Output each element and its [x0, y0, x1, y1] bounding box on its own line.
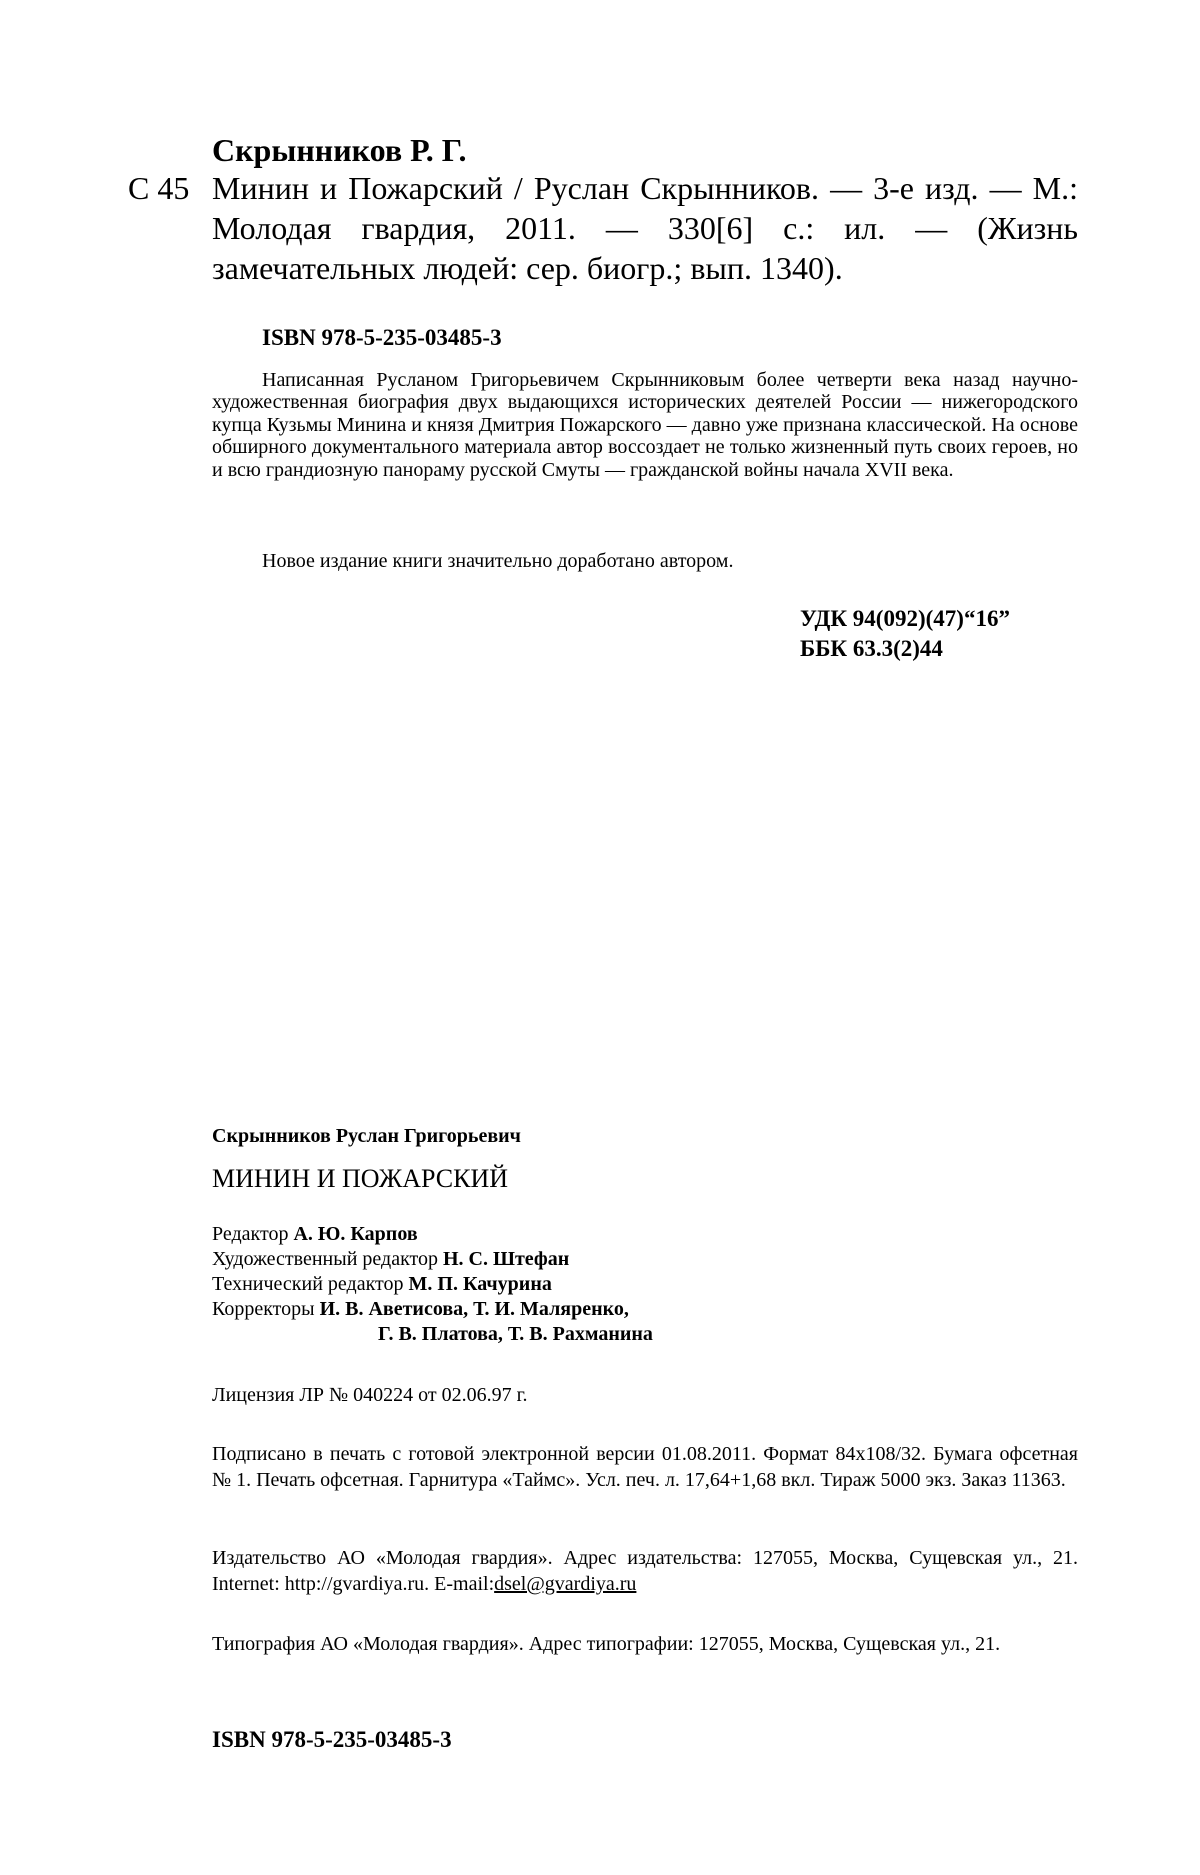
publisher-email-link[interactable]: dsel@gvardiya.ru	[494, 1573, 637, 1595]
classification-codes	[800, 604, 1010, 664]
card-author: Скрынников Р. Г.	[212, 132, 467, 168]
staff-name: Г. В. Платова, Т. В. Рахманина	[378, 1323, 653, 1345]
staff-role: Редактор	[212, 1223, 294, 1245]
staff-line-proofreaders	[212, 1297, 653, 1322]
staff-role: Технический редактор	[212, 1273, 409, 1295]
udk-code: УДК 94(092)(47)“16”	[800, 606, 1010, 631]
imprint-isbn: ISBN 978-5-235-03485-3	[212, 1727, 452, 1752]
bbk-code: ББК 63.3(2)44	[800, 636, 943, 661]
license-line: Лицензия ЛР № 040224 от 02.06.97 г.	[212, 1384, 528, 1406]
card-annotation-note: Новое издание книги значительно доработано автором.	[262, 550, 734, 572]
staff-line-editor	[212, 1222, 653, 1247]
staff-line-proofreaders-cont	[212, 1322, 653, 1347]
print-details: Подписано в печать с готовой электронной версии 01.08.2011. Формат 84х108/32. Бумага офсетная № 1. Печать офсетная. Гарнитура «Таймс». Усл. печ. л. 17,64+1,68 вкл. Тираж 5000 экз. Заказ 11363.	[212, 1443, 1078, 1491]
printer-address: Типография АО «Молодая гвардия». Адрес типографии: 127055, Москва, Сущевская ул., 21.	[212, 1633, 1001, 1655]
card-isbn: ISBN 978-5-235-03485-3	[262, 325, 502, 350]
imprint-staff-list	[212, 1222, 653, 1347]
publisher-text: Издательство АО «Молодая гвардия». Адрес издательства: 127055, Москва, Сущевская ул., 21. Internet: http://gvardiya.ru. E-mail:	[212, 1547, 1078, 1595]
card-bibliographic-text: Минин и Пожарский / Руслан Скрынников. — 3-е изд. — М.: Молодая гвардия, 2011. — 330[6] с.: ил. — (Жизнь замечательных людей: сер. биогр.; вып. 1340).	[212, 170, 1078, 286]
card-annotation: Написанная Русланом Григорьевичем Скрынниковым более четверти века назад научно-художественная биография двух выдающихся исторических деятелей России — нижегородского купца Кузьмы Минина и князя Дмитрия Пожарского — давно уже признана классической. На основе обширного документального материала автор воссоздает не только жизненный путь своих героев, но и всю грандиозную панораму русской Смуты — гражданской войны начала XVII века.	[212, 369, 1078, 481]
publisher-address	[212, 1545, 1078, 1597]
staff-name: М. П. Качурина	[408, 1273, 552, 1295]
staff-line-tech-editor	[212, 1272, 653, 1297]
card-code: С 45	[128, 170, 190, 206]
staff-role: Корректоры	[212, 1298, 320, 1320]
imprint-author: Скрынников Руслан Григорьевич	[212, 1125, 521, 1147]
staff-name: А. Ю. Карпов	[293, 1223, 418, 1245]
staff-name: И. В. Аветисова, Т. И. Маляренко,	[319, 1298, 629, 1320]
imprint-title: МИНИН И ПОЖАРСКИЙ	[212, 1164, 508, 1193]
staff-role: Художественный редактор	[212, 1248, 443, 1270]
staff-name: Н. С. Штефан	[443, 1248, 570, 1270]
staff-line-art-editor	[212, 1247, 653, 1272]
